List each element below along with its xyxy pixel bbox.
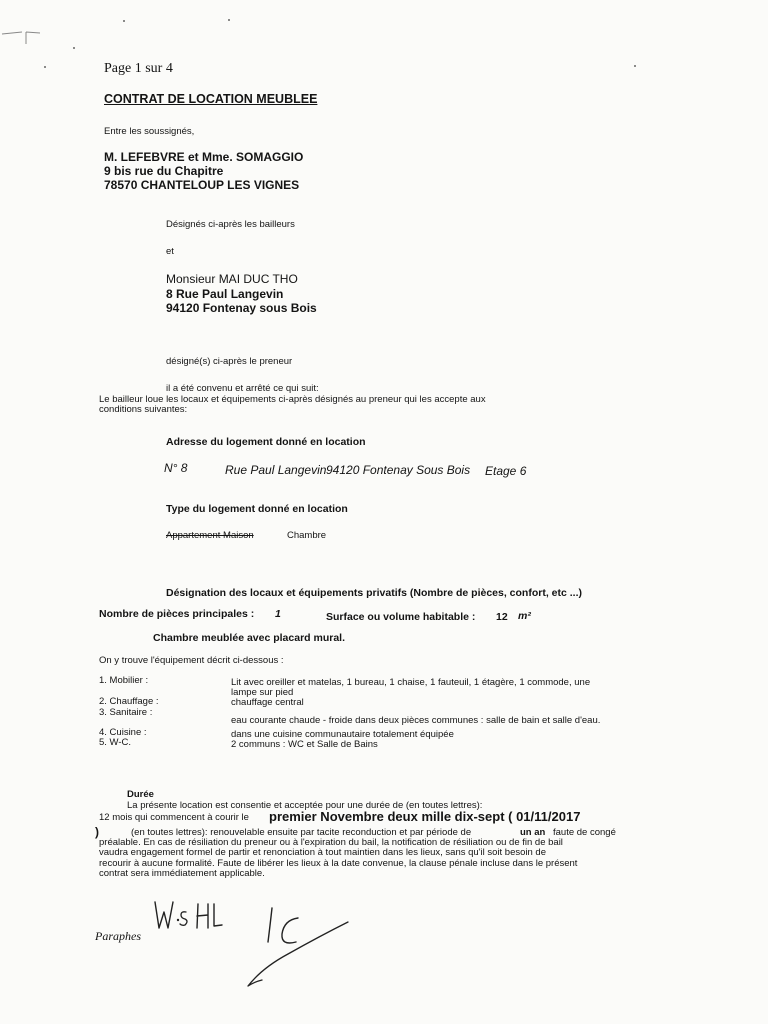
tenant-caption: désigné(s) ci-après le preneur — [166, 356, 293, 367]
agreement-line: il a été convenu et arrêté ce qui suit: — [166, 383, 319, 394]
agreement-line: conditions suivantes: — [99, 404, 188, 415]
lessor-names: M. LEFEBVRE et Mme. SOMAGGIO — [104, 150, 304, 164]
scan-speck — [123, 20, 125, 22]
equipment-intro: On y trouve l'équipement décrit ci-dessous : — [99, 655, 284, 666]
tenant-street: 8 Rue Paul Langevin — [166, 287, 284, 301]
equipment-detail: eau courante chaude - froide dans deux pièces communes : salle de bain et salle d'eau. — [231, 715, 601, 726]
equipment-label: 1. Mobilier : — [99, 675, 149, 686]
room-description: Chambre meublée avec placard mural. — [153, 632, 345, 644]
scan-speck — [228, 19, 230, 21]
type-selected: Chambre — [287, 530, 327, 541]
page-number: Page 1 sur 4 — [104, 61, 173, 76]
contract-title: CONTRAT DE LOCATION MEUBLEE — [104, 92, 318, 106]
paraphes-label: Paraphes — [95, 929, 141, 943]
duration-paren: ) — [95, 825, 99, 839]
equipment-label: 5. W-C. — [99, 737, 132, 748]
duration-line: préalable. En cas de résiliation du preneur ou à l'expiration du bail, la notification de résiliation ou de fin de bail — [99, 837, 563, 848]
equipment-detail: dans une cuisine communautaire totalement équipée — [231, 729, 454, 740]
scan-speck — [634, 65, 636, 67]
duration-line: (en toutes lettres): renouvelable ensuite par tacite reconduction et par période de — [131, 827, 472, 838]
agreement-line: Le bailleur loue les locaux et équipements ci-après désignés au preneur qui les accepte aux — [99, 394, 486, 405]
rooms-label: Nombre de pièces principales : — [99, 608, 255, 620]
tenant-name: Monsieur MAI DUC THO — [166, 272, 298, 286]
address-city: 94120 Fontenay Sous Bois — [326, 463, 471, 477]
equipment-label: 3. Sanitaire : — [99, 707, 153, 718]
address-number: N° 8 — [164, 461, 188, 475]
and-text: et — [166, 246, 174, 257]
equipment-detail: chauffage central — [231, 697, 304, 708]
duration-line: contrat sera immédiatement applicable. — [99, 868, 265, 879]
duration-line: 12 mois qui commencent à courir le — [99, 812, 249, 823]
lessor-city: 78570 CHANTELOUP LES VIGNES — [104, 178, 300, 192]
type-struck-options: Appartement Maison — [166, 530, 254, 541]
initials-handwritten — [150, 898, 230, 938]
rooms-value: 1 — [275, 608, 281, 620]
address-floor: Etage 6 — [485, 464, 527, 478]
renewal-period: un an — [520, 827, 546, 838]
surface-unit: m² — [518, 610, 531, 622]
duration-line: faute de congé — [553, 827, 616, 838]
equipment-detail: lampe sur pied — [231, 687, 294, 698]
intro-text: Entre les soussignés, — [104, 126, 195, 137]
equipment-label: 2. Chauffage : — [99, 696, 159, 707]
start-date: premier Novembre deux mille dix-sept ( 01/11/2017 — [269, 809, 581, 824]
signature-handwritten — [240, 902, 360, 992]
duration-line: La présente location est consentie et acceptée pour une durée de (en toutes lettres): — [127, 800, 483, 811]
surface-label: Surface ou volume habitable : — [326, 611, 476, 623]
lessor-caption: Désignés ci-après les bailleurs — [166, 219, 295, 230]
scan-speck — [44, 66, 46, 68]
address-street: Rue Paul Langevin — [225, 463, 327, 477]
equipment-detail: Lit avec oreiller et matelas, 1 bureau, 1 chaise, 1 fauteuil, 1 étagère, 1 commode, une — [231, 677, 591, 688]
scan-speck — [73, 47, 75, 49]
duration-line: vaudra engagement formel de partir et renonciation à tout maintien dans les lieux, sans qu'il soit besoin de — [99, 847, 546, 858]
scan-mark — [0, 28, 60, 48]
address-heading: Adresse du logement donné en location — [166, 436, 366, 448]
type-heading: Type du logement donné en location — [166, 503, 348, 515]
duration-line: recourir à aucune formalité. Faute de libérer les lieux à la date convenue, la clause pénale incluse dans le présent — [99, 858, 578, 869]
surface-value: 12 — [496, 611, 508, 623]
equipment-label: 4. Cuisine : — [99, 727, 147, 738]
tenant-city: 94120 Fontenay sous Bois — [166, 301, 317, 315]
duration-heading: Durée — [127, 789, 154, 800]
designation-heading: Désignation des locaux et équipements privatifs (Nombre de pièces, confort, etc ...) — [166, 587, 583, 599]
lessor-street: 9 bis rue du Chapitre — [104, 164, 224, 178]
equipment-detail: 2 communs : WC et Salle de Bains — [231, 739, 378, 750]
